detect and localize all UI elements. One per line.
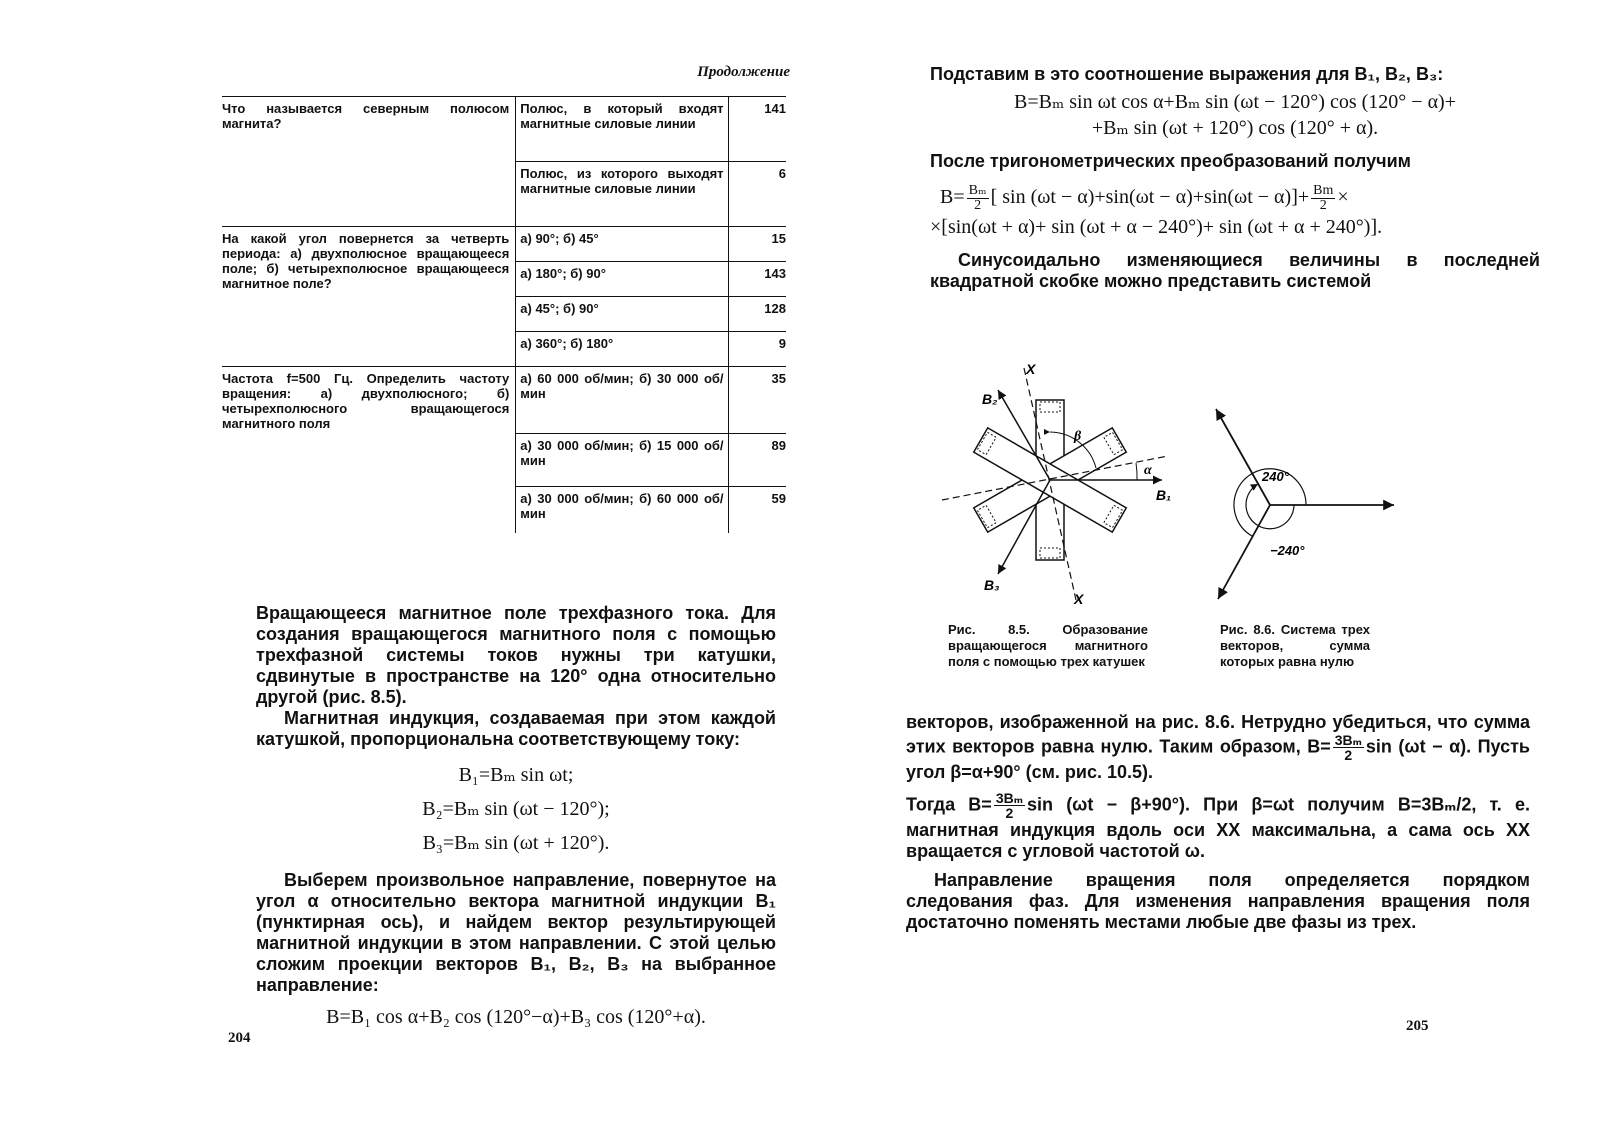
answer-number: 141 xyxy=(728,97,786,162)
fraction-numerator: 3Bₘ xyxy=(1334,732,1362,748)
figure-caption: Рис. 8.6. Система трех векторов, сумма которых равна нулю xyxy=(1220,622,1370,669)
formula: B₂=Bₘ sin (ωt − 120°); xyxy=(422,798,610,820)
fraction-denominator: 2 xyxy=(1344,747,1353,763)
fraction-numerator: Bm xyxy=(1313,182,1334,198)
right-body-bottom xyxy=(906,712,1530,933)
paragraph: Синусоидально изменяющиеся величины в последней квадратной скобке можно представить системой xyxy=(930,250,1540,291)
right-body-top xyxy=(930,64,1540,292)
fraction-numerator: 3Bₘ xyxy=(995,790,1023,806)
fig-label: β xyxy=(1074,429,1082,444)
answer-cell: а) 30 000 об/мин; б) 60 000 об/мин xyxy=(516,487,728,534)
text-part: sin (ωt − β+90°). При β=ωt получим xyxy=(1027,794,1385,815)
text-part: (см. рис. 10.5). xyxy=(1025,762,1154,782)
answer-cell: а) 30 000 об/мин; б) 15 000 об/мин xyxy=(516,434,728,487)
formula: ×[sin(ωt + α)+ sin (ωt + α − 240°)+ sin (ωt + α + 240°)]. xyxy=(930,216,1383,238)
paragraph: Направление вращения поля определяется порядком следования фаз. Для изменения направления вращения поля достаточно поменять местами любые две фазы из трех. xyxy=(906,870,1530,932)
fraction-denominator: 2 xyxy=(974,197,982,213)
answer-number: 9 xyxy=(728,332,786,367)
figure-caption: Рис. 8.5. Образование вращающегося магнитного поля с помощью трех катушек xyxy=(948,622,1148,669)
text-part: B=3Bₘ/2, т. е. магнитная индукция вдоль оси XX максимальна, а сама ось XX вращается с угловой частотой ω. xyxy=(906,794,1530,861)
paragraph xyxy=(906,791,1530,862)
formula-part: × xyxy=(1337,186,1349,208)
figure-8-6 xyxy=(1210,405,1420,605)
formula: B₁=Bₘ sin ωt; xyxy=(458,764,574,786)
text-part: B= xyxy=(1307,736,1331,757)
fig-label: B₃ xyxy=(984,577,1000,593)
paragraph: Вращающееся магнитное поле трехфазного тока. Для создания вращающегося магнитного поля с помощью трехфазной системы токов нужны три катушки, сдвинутые в пространстве на 120° одна относительно другой (рис. 8.5). xyxy=(256,603,776,707)
answer-number: 89 xyxy=(728,434,786,487)
text-part: векторов, изображенной на рис. 8.6. Нетрудно убедиться, что сумма этих векторов равна нулю. Таким образом, xyxy=(906,712,1530,757)
right-page xyxy=(800,0,1609,1144)
fraction xyxy=(967,184,989,213)
formula-part: B= xyxy=(940,186,965,208)
question-cell: Что называется северным полюсом магнита? xyxy=(222,97,516,227)
fraction xyxy=(1333,733,1364,762)
formula: B=Bₘ sin ωt cos α+Bₘ sin (ωt − 120°) cos (120° − α)+ xyxy=(1014,91,1456,113)
fraction-denominator: 2 xyxy=(1005,805,1014,821)
left-page xyxy=(0,0,800,1144)
formula: B=B₁ cos α+B₂ cos (120°−α)+B₃ cos (120°+α). xyxy=(326,1006,706,1028)
formula xyxy=(930,180,1540,214)
formula: +Bₘ sin (ωt + 120°) cos (120° + α). xyxy=(1091,117,1379,139)
fig-label: B₂ xyxy=(982,391,998,407)
paragraph: Выберем произвольное направление, повернутое на угол α относительно вектора магнитной индукции B₁ (пунктирная ось), и найдем вектор результирующей магнитной индукции в этом направлении. С этой целью сложим проекции векторов B₁, B₂, B₃ на выбранное направление: xyxy=(256,870,776,995)
paragraph: Магнитная индукция, создаваемая при этом каждой катушкой, пропорциональна соответствующему току: xyxy=(256,708,776,749)
answer-number: 59 xyxy=(771,491,786,506)
question-table xyxy=(222,96,786,533)
continuation-label: Продолжение xyxy=(697,64,790,80)
fraction xyxy=(1311,184,1335,213)
paragraph: После тригонометрических преобразований получим xyxy=(930,151,1411,171)
fig-label: −240° xyxy=(1270,543,1305,558)
fig-label: 240° xyxy=(1262,469,1289,484)
fig-label: B₁ xyxy=(1156,487,1172,503)
fraction xyxy=(994,791,1025,820)
page-number: 205 xyxy=(1406,1018,1429,1034)
paragraph xyxy=(906,712,1530,783)
fig-label: α xyxy=(1144,463,1152,478)
answer-number: 6 xyxy=(728,162,786,227)
formula-part: [ sin (ωt − α)+sin(ωt − α)+sin(ωt − α)]+ xyxy=(990,186,1310,208)
answer-number: 15 xyxy=(728,227,786,262)
answer-cell: Полюс, в который входят магнитные силовые линии xyxy=(516,97,728,162)
answer-cell: а) 180°; б) 90° xyxy=(516,262,728,297)
answer-number: 128 xyxy=(728,297,786,332)
answer-number: 143 xyxy=(728,262,786,297)
page-number: 204 xyxy=(228,1030,251,1046)
question-cell: На какой угол повернется за четверть периода: а) двухполюсное вращающееся поле; б) четырехполюсное вращающееся магнитное поле? xyxy=(222,227,516,367)
answer-cell: а) 360°; б) 180° xyxy=(516,332,728,367)
answer-number: 35 xyxy=(728,367,786,434)
fraction-denominator: 2 xyxy=(1319,197,1327,213)
fraction-numerator: Bₘ xyxy=(968,182,987,198)
answer-cell: а) 45°; б) 90° xyxy=(516,297,728,332)
question-cell: Частота f=500 Гц. Определить частоту вращения: а) двухполюсного; б) четырехполюсного вращающегося магнитного поля xyxy=(222,367,516,534)
answer-cell: а) 60 000 об/мин; б) 30 000 об/мин xyxy=(516,367,728,434)
text-part: Тогда B= xyxy=(906,794,992,815)
left-body xyxy=(256,603,776,1034)
paragraph: Подставим в это соотношение выражения для B₁, B₂, B₃: xyxy=(930,64,1444,84)
text-part: sin (ωt − α). Пусть угол β=α+90° xyxy=(906,736,1530,782)
fig-label: X xyxy=(1074,591,1084,607)
figure-8-5 xyxy=(940,360,1180,610)
formula: B₃=Bₘ sin (ωt + 120°). xyxy=(422,832,610,854)
answer-cell: Полюс, из которого выходят магнитные силовые линии xyxy=(516,162,728,227)
fig-label: X xyxy=(1026,361,1036,377)
answer-cell: а) 90°; б) 45° xyxy=(516,227,728,262)
